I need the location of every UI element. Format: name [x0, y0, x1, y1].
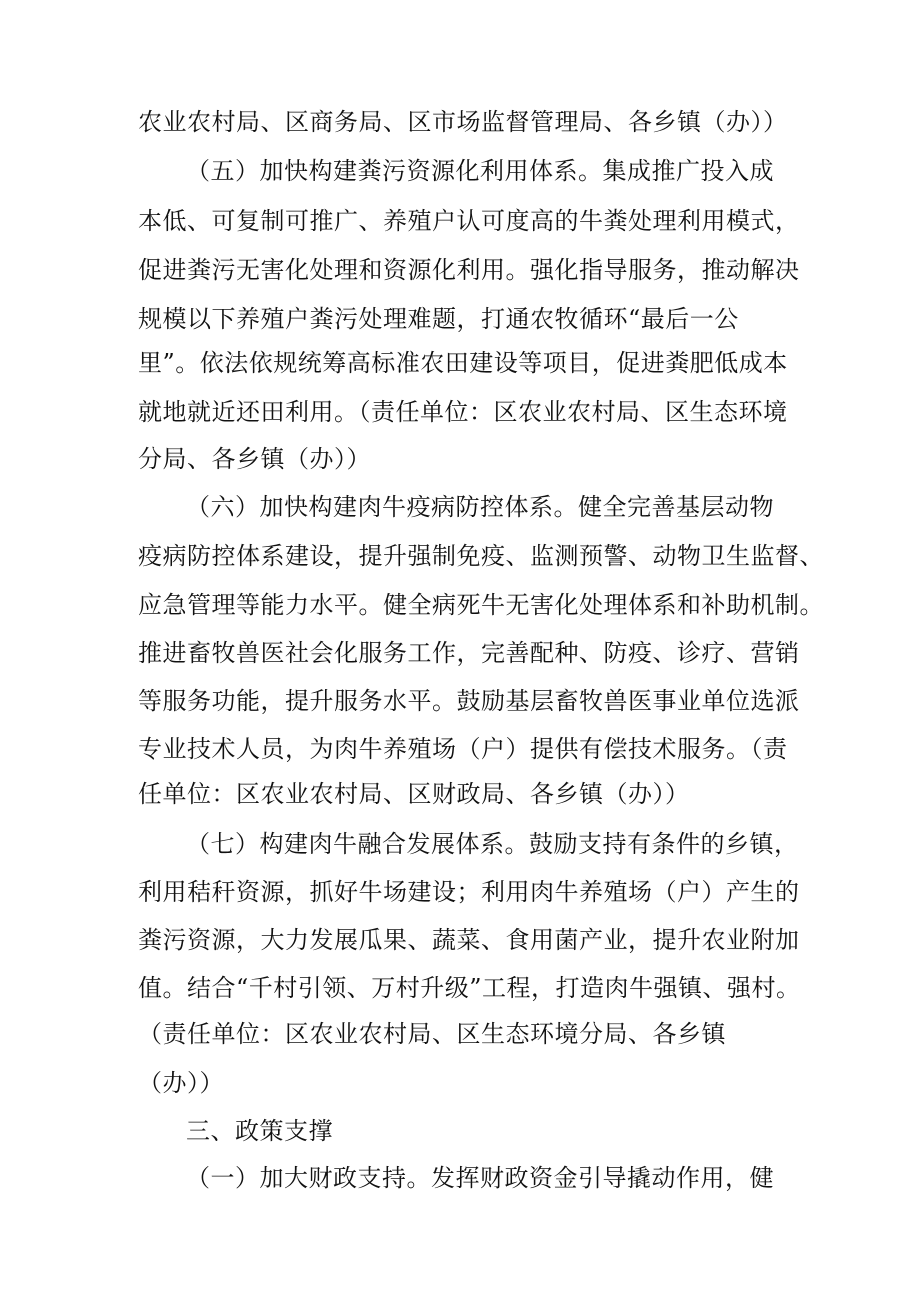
text-line: 应急管理等能力水平。健全病死牛无害化处理体系和补助机制。: [138, 591, 824, 619]
text-line: 等服务功能，提升服务水平。鼓励基层畜牧兽医事业单位选派: [138, 687, 800, 715]
text-line: 推进畜牧兽医社会化服务工作，完善配种、防疫、诊疗、营销: [138, 639, 800, 667]
text-line: 分局、各乡镇（办））: [138, 445, 371, 473]
text-line: 利用秸秆资源，抓好牛场建设；利用肉牛养殖场（户）产生的: [138, 878, 800, 906]
text-line: 值。结合“千村引领、万村升级”工程，打造肉牛强镇、强村。: [138, 974, 801, 1002]
text-line: 粪污资源，大力发展瓜果、蔬菜、食用菌产业，提升农业附加: [138, 926, 800, 954]
text-line: 疫病防控体系建设，提升强制免疫、监测预警、动物卫生监督、: [138, 542, 824, 570]
text-line: 任单位：区农业农村局、区财政局、各乡镇（办））: [138, 780, 690, 808]
section-heading-line: （六）加快构建肉牛疫病防控体系。健全完善基层动物: [186, 493, 774, 521]
text-line: （办））: [138, 1069, 224, 1097]
text-line: 本低、可复制可推广、养殖户认可度高的牛粪处理利用模式，: [138, 207, 800, 235]
text-line: 规模以下养殖户粪污处理难题，打通农牧循环“最后一公: [138, 305, 739, 333]
section-heading-line: （一）加大财政支持。发挥财政资金引导撬动作用，健: [186, 1164, 774, 1192]
text-line: 就地就近还田利用。（责任单位：区农业农村局、区生态环境: [138, 398, 788, 426]
text-line: （责任单位：区农业农村局、区生态环境分局、各乡镇: [138, 1020, 726, 1048]
chapter-heading: 三、政策支撑: [186, 1117, 333, 1145]
text-line: 促进粪污无害化处理和资源化利用。强化指导服务，推动解决: [138, 256, 800, 284]
section-heading-line: （五）加快构建粪污资源化利用体系。集成推广投入成: [186, 157, 774, 185]
text-line: 专业技术人员，为肉牛养殖场（户）提供有偿技术服务。（责: [138, 735, 788, 763]
text-line: 里”。依法依规统筹高标准农田建设等项目，促进粪肥低成本: [138, 349, 788, 377]
section-heading-line: （七）构建肉牛融合发展体系。鼓励支持有条件的乡镇，: [186, 830, 799, 858]
text-line: 农业农村局、区商务局、区市场监督管理局、各乡镇（办））: [138, 108, 788, 136]
